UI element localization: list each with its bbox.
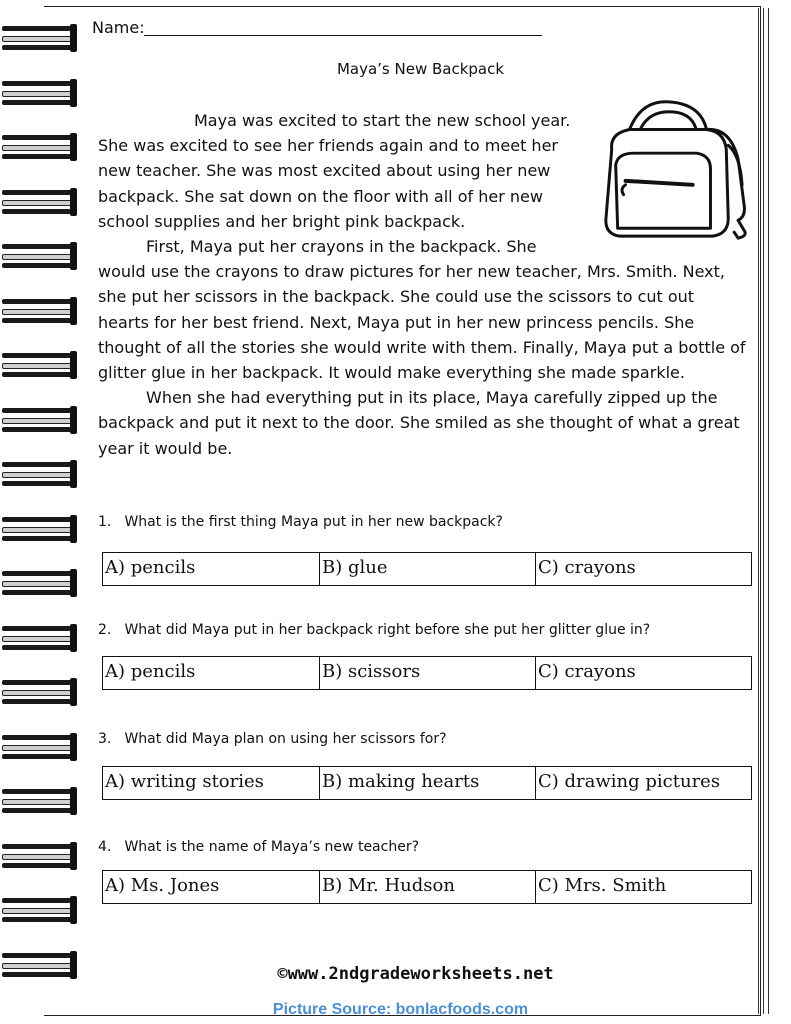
binding-coil	[2, 190, 78, 216]
binding-coil	[2, 517, 78, 543]
binding-coil	[2, 26, 78, 52]
binding-coil	[2, 898, 78, 924]
question-number: 2.	[98, 622, 112, 638]
binding-coil	[2, 299, 78, 325]
answer-row	[102, 656, 752, 690]
binding-coil	[2, 81, 78, 107]
answer-option[interactable]: C) crayons	[535, 657, 751, 689]
name-field[interactable]	[144, 35, 542, 36]
question-number: 4.	[98, 839, 112, 855]
binding-coil	[2, 789, 78, 815]
question	[98, 622, 650, 638]
binding-coil	[2, 844, 78, 870]
binding-coil	[2, 462, 78, 488]
question-text: What did Maya plan on using her scissors for?	[124, 731, 447, 747]
answer-option[interactable]: A) pencils	[105, 661, 196, 682]
story-text	[98, 108, 748, 461]
question-number: 3.	[98, 731, 112, 747]
binding-coil	[2, 735, 78, 761]
answer-option[interactable]: C) Mrs. Smith	[535, 871, 751, 903]
source-caption[interactable]: Picture Source: bonlacfoods.com	[272, 1001, 529, 1018]
answer-option[interactable]: A) pencils	[105, 557, 196, 578]
binding-coil	[2, 680, 78, 706]
paragraph: Maya was excited to start the new school year. She was excited to see her friends again and to meet her new teacher. She was most excited about using her new backpack. She sat down on the floor with all of her new school supplies and her bright pink backpack.	[98, 111, 571, 231]
answer-option[interactable]: A) Ms. Jones	[105, 875, 220, 896]
answer-option[interactable]: B) scissors	[319, 657, 535, 689]
binding-coil	[2, 626, 78, 652]
paragraph: First, Maya put her crayons in the backpack. She would use the crayons to draw pictures for her new teacher, Mrs. Smith. Next, she put her scissors in the backpack. She could use the scissors to cut out hearts for her best friend. Next, Maya put in her new princess pencils. She thought of all the stories she would write with them. Finally, Maya put a bottle of glitter glue in her backpack. It would make everything she made sparkle.	[98, 237, 746, 383]
binding-coil	[2, 244, 78, 270]
answer-option[interactable]: C) drawing pictures	[535, 767, 751, 799]
question-number: 1.	[98, 514, 112, 530]
answer-row	[102, 552, 752, 586]
question	[98, 514, 503, 530]
backpack-icon	[590, 90, 748, 248]
answer-option[interactable]: B) making hearts	[319, 767, 535, 799]
paragraph: When she had everything put in its place, Maya carefully zipped up the backpack and put it next to the door. She smiled as she thought of what a great year it would be.	[98, 388, 740, 458]
name-label: Name:	[92, 18, 145, 37]
answer-option[interactable]: A) writing stories	[105, 771, 264, 792]
question	[98, 731, 447, 747]
question	[98, 839, 419, 855]
answer-option[interactable]: B) glue	[319, 553, 535, 585]
footer-credit: ©www.2ndgradeworksheets.net	[277, 964, 554, 984]
answer-option[interactable]: B) Mr. Hudson	[319, 871, 535, 903]
binding-coil	[2, 571, 78, 597]
question-text: What is the first thing Maya put in her new backpack?	[124, 514, 503, 530]
binding-coil	[2, 135, 78, 161]
binding-coil	[2, 408, 78, 434]
worksheet-title: Maya’s New Backpack	[336, 60, 505, 78]
question-text: What did Maya put in her backpack right before she put her glitter glue in?	[124, 622, 651, 638]
answer-row	[102, 766, 752, 800]
binding-coil	[2, 353, 78, 379]
question-text: What is the name of Maya’s new teacher?	[124, 839, 419, 855]
answer-row	[102, 870, 752, 904]
answer-option[interactable]: C) crayons	[535, 553, 751, 585]
